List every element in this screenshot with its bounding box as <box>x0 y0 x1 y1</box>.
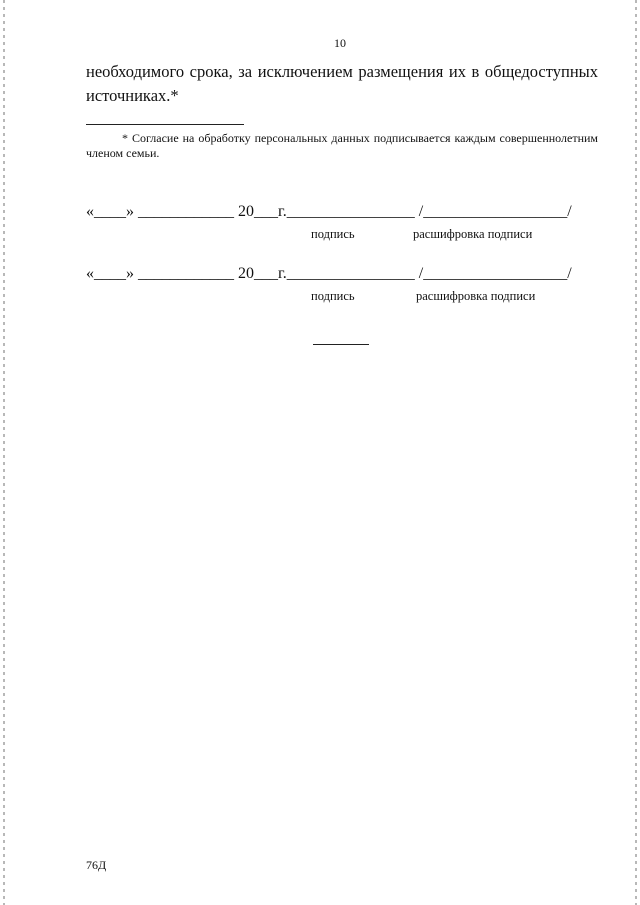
decoding-caption-1: расшифровка подписи <box>413 227 533 241</box>
footer-code: 76Д <box>86 858 107 872</box>
body-text: необходимого срока, за исключением размещения их в общедоступных источниках.* <box>86 62 598 105</box>
scan-edge-right <box>635 0 637 905</box>
footnote-text: * Согласие на обработку персональных данных подписывается каждым совершеннолетним членом семьи. <box>86 131 598 160</box>
footnote-separator <box>86 124 244 125</box>
scan-edge-left <box>3 0 5 905</box>
signature-caption-2: подпись <box>311 289 355 303</box>
page-number: 10 <box>334 36 346 50</box>
decoding-caption-2: расшифровка подписи <box>416 289 536 303</box>
signature-line-1: «____» ____________ 20___г.________________ /__________________/ <box>86 203 572 220</box>
signature-caption-1: подпись <box>311 227 355 241</box>
signature-line-2: «____» ____________ 20___г.________________ /__________________/ <box>86 265 572 282</box>
end-of-text-rule <box>313 344 369 345</box>
